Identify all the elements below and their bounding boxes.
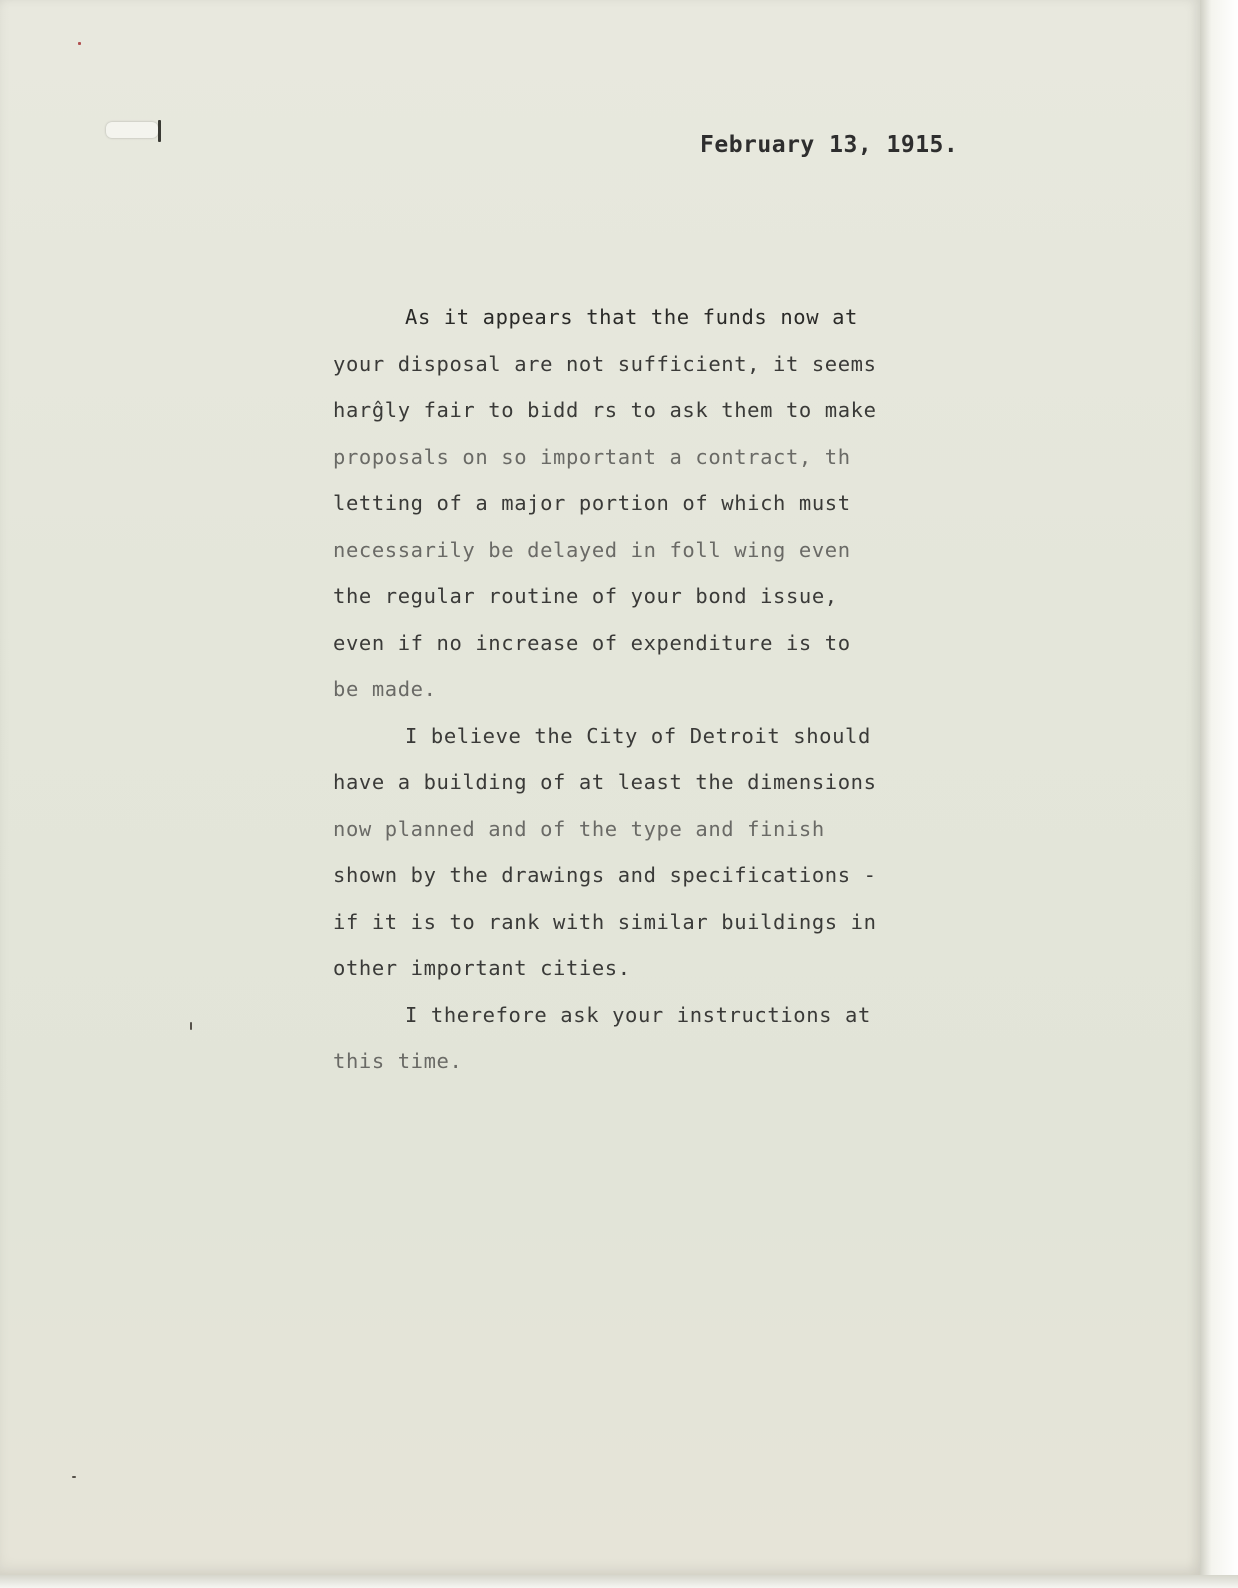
page-edge-bottom (0, 1575, 1238, 1588)
text-line: this time. (333, 1049, 463, 1073)
text-line: your disposal are not sufficient, it seems (333, 351, 877, 376)
text-line: I believe the City of Detroit should (405, 723, 871, 748)
text-line: now planned and of the type and finish (333, 816, 825, 841)
letter-body (333, 294, 953, 1085)
text-line: even if no increase of expenditure is to (333, 630, 851, 655)
text-line: I therefore ask your instructions at (405, 1002, 871, 1027)
text-line: As it appears that the funds now at (405, 305, 858, 329)
text-line: have a building of at least the dimensions (333, 770, 877, 794)
text-line: if it is to rank with similar buildings in (333, 909, 877, 934)
binder-clip-mark (106, 122, 158, 138)
text-line: necessarily be delayed in foll wing even (333, 537, 851, 562)
text-line: letting of a major portion of which must (333, 491, 851, 515)
text-line: be made. (333, 677, 437, 701)
ink-speck (78, 42, 81, 45)
text-line: the regular routine of your bond issue, (333, 584, 838, 608)
page-edge-right (1200, 0, 1238, 1588)
letter-date: February 13, 1915. (700, 132, 959, 158)
text-line: proposals on so important a contract, th (333, 444, 851, 469)
text-line: shown by the drawings and specifications - (333, 863, 877, 887)
ink-speck (72, 1476, 76, 1478)
text-line: other important cities. (333, 956, 631, 980)
text-line: harĝly fair to bidd rs to ask them to make (333, 398, 877, 422)
ink-speck (190, 1022, 192, 1030)
